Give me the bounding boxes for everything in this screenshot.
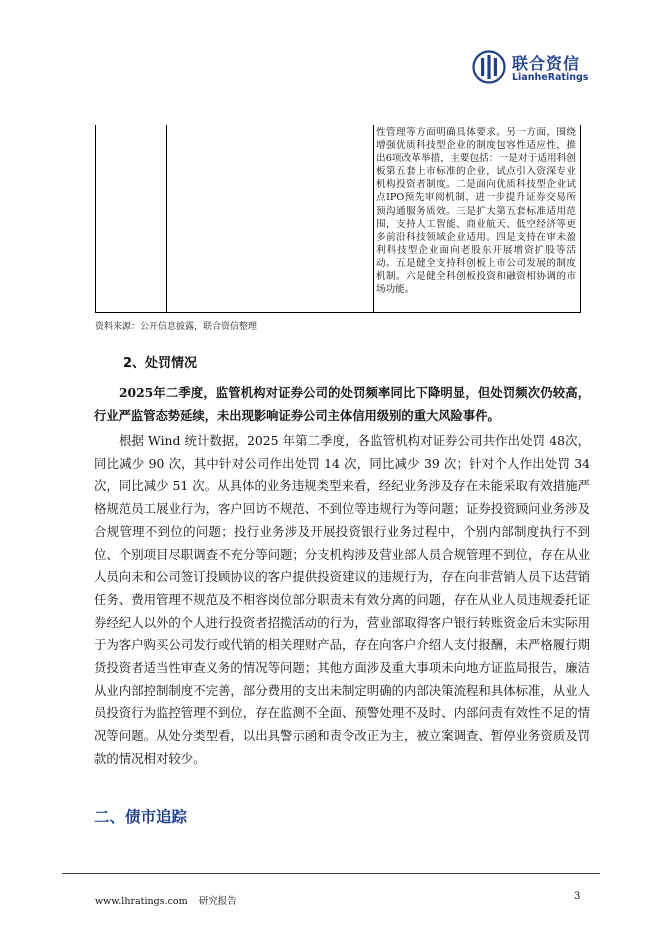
lianhe-ratings-logo xyxy=(472,50,592,86)
footer-divider xyxy=(62,873,600,874)
table-source-note: 资料来源：公开信息披露，联合资信整理 xyxy=(95,322,258,332)
footer-info xyxy=(95,893,245,907)
section-heading-bond-market: 二、债市追踪 xyxy=(94,808,188,826)
table-cell-policy-description: 性管理等方面明确具体要求。另一方面，围绕增强优质科技型企业的制度包容性适应性，推出6项改革举措，主要包括：一是对于适用科创板第五套上市标准的企业，试点引入资深专业机构投资者制度。二是面向优质科技型企业试点IPO预先审阅机制，进一步提升证券交易所预沟通服务质效。三是扩大第五套标准适用范围，支持人工智能、商业航天、低空经济等更多前沿科技领域企业适用。四是支持在审未盈利科技型企业面向老股东开展增资扩股等活动。五是健全支持科创板上市公司发展的制度机制。六是健全科创板投资和融资相协调的市场功能。 xyxy=(376,127,576,296)
policy-table-continuation xyxy=(95,125,581,313)
table-column-divider xyxy=(166,125,167,312)
logo-chinese-name: 联合资信 xyxy=(512,54,581,73)
page-number: 3 xyxy=(574,891,581,902)
penalty-detail-paragraph: 根据 Wind 统计数据，2025 年第二季度，各监管机构对证券公司共作出处罚 48次，同比减少 90 次，其中针对公司作出处罚 14 次，同比减少 39 次；针对个人作出处罚 34 次，同比减少 51 次。从具体的业务违规类型来看，经纪业务涉及存在未能采取有效措施严格规范员工展业行为，客户回访不规范、不到位等违规行为等问题；证券投资顾问业务涉及合规管理不到位的问题；投行业务涉及开展投资银行业务过程中，个别内部制度执行不到位、个别项目尽职调查不充分等问题；分支机构涉及营业部人员合规管理不到位，存在从业人员向未和公司签订投顾协议的客户提供投资建议的违规行为，存在向非营销人员下达营销任务、费用管理不规范及不相容岗位部分职责未有效分离的问题，存在从业人员违规委托证券经纪人以外的个人进行投资者招揽活动的行为，营业部取得客户银行转账资金后未实际用于为客户购买公司发行或代销的相关理财产品，存在向客户介绍人支付报酬，未严格履行期货投资者适当性审查义务的情况等问题；其他方面涉及重大事项未向地方证监局报告，廉洁从业内部控制制度不完善，部分费用的支出未制定明确的内部决策流程和具体标准，从业人员投资行为监控管理不到位，存在监测不全面、预警处理不及时、内部问责有效性不足的情况等问题。从处分类型看，以出具警示函和责令改正为主，被立案调查、暂停业务资质及罚款的情况相对较少。 xyxy=(94,433,590,766)
lianhe-logo-icon xyxy=(472,50,506,84)
penalty-summary-paragraph: 2025年二季度，监管机构对证券公司的处罚频率同比下降明显，但处罚频次仍较高，行业严监管态势延续，未出现影响证券公司主体信用级别的重大风险事件。 xyxy=(94,385,590,423)
footer-report-type: 研究报告 xyxy=(198,896,237,907)
section-heading-penalty: 2、处罚情况 xyxy=(123,356,198,371)
footer-website-link[interactable]: www.lhratings.com xyxy=(95,896,188,907)
logo-english-name: LianheRatings xyxy=(512,72,589,83)
table-column-divider xyxy=(373,125,374,312)
